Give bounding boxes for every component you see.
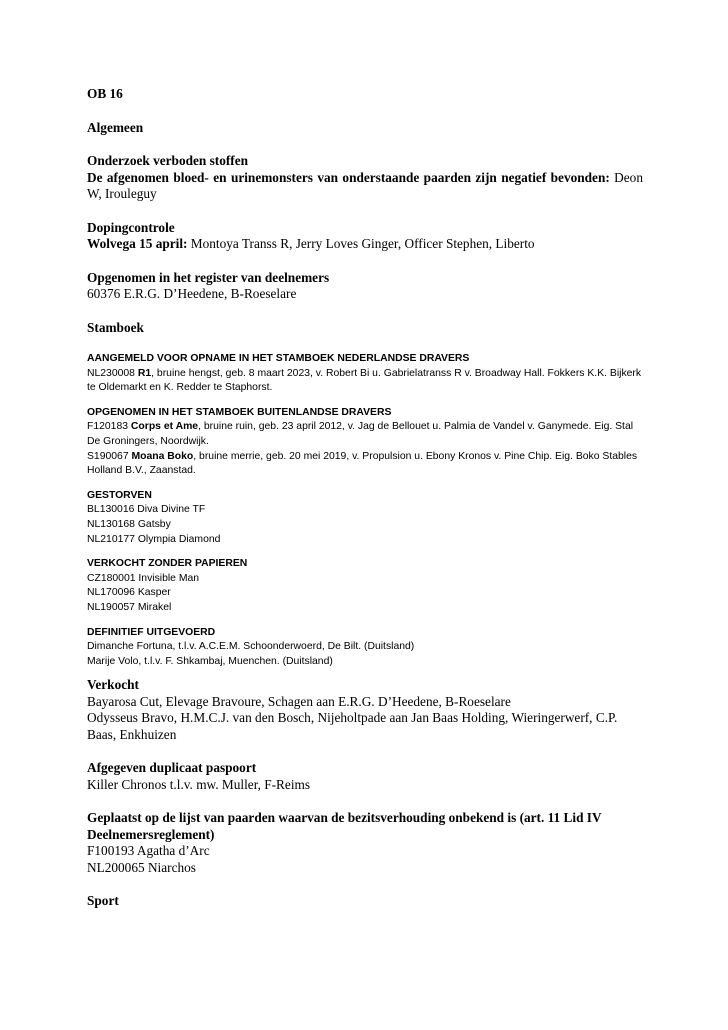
section-sport: Sport <box>87 893 119 909</box>
list-item: Bayarosa Cut, Elevage Bravoure, Schagen aan E.R.G. D’Heedene, B-Roeselare <box>87 693 511 709</box>
buitenlandse-entry <box>87 420 643 449</box>
buitenlandse-entry <box>87 450 643 479</box>
document-page <box>87 86 643 910</box>
list-item: NL210177 Olympia Diamond <box>87 533 221 545</box>
register-line: 60376 E.R.G. D’Heedene, B-Roeselare <box>87 286 297 301</box>
gestorven-heading: GESTORVEN <box>87 489 152 501</box>
onderzoek-text <box>87 170 643 203</box>
aangemeld-rest: , bruine hengst, geb. 8 maart 2023, v. Robert Bi u. Gabrielatranss R v. Broadway Hall. Fokkers K.K. Bijkerk te Oldemarkt en K. Redder te Staphorst. <box>87 367 642 394</box>
doping-text <box>87 236 643 253</box>
list-item: NL170096 Kasper <box>87 587 171 599</box>
list-item: Dimanche Fortuna, t.l.v. A.C.E.M. Schoonderwoerd, De Bilt. (Duitsland) <box>87 641 415 653</box>
stamboek-buitenlandse <box>87 406 643 479</box>
list-item: NL190057 Mirakel <box>87 601 172 613</box>
entry-rest: , bruine merrie, geb. 20 mei 2019, v. Propulsion u. Ebony Kronos v. Pine Chip. Eig. Boko Stables Holland B.V., Zaanstad. <box>87 450 638 477</box>
section-doping <box>87 220 643 253</box>
section-lijst <box>87 810 643 876</box>
lijst-heading: Geplaatst op de lijst van paarden waarvan de bezitsverhouding onbekend is (art. 11 Lid IV Deelnemersreglement) <box>87 810 602 842</box>
section-stamboek: Stamboek <box>87 319 144 335</box>
section-duplicaat <box>87 760 643 793</box>
stamboek-aangemeld <box>87 352 643 396</box>
section-register <box>87 270 643 303</box>
list-item: F100193 Agatha d’Arc <box>87 843 210 859</box>
stamboek-gestorven <box>87 489 643 547</box>
onderzoek-rest: Deon W, Irouleguy <box>87 169 643 201</box>
doping-rest: Montoya Transs R, Jerry Loves Ginger, Officer Stephen, Liberto <box>187 236 535 251</box>
onderzoek-lead: De afgenomen bloed- en urinemonsters van onderstaande paarden zijn negatief bevonden: <box>87 169 610 185</box>
entry-id: S190067 <box>87 450 129 462</box>
entry-name: Moana Boko <box>131 450 194 462</box>
doping-heading: Dopingcontrole <box>87 219 175 235</box>
list-item: Odysseus Bravo, H.M.C.J. van den Bosch, Nijeholtpade aan Jan Baas Holding, Wieringerwerf, C.P. Baas, Enkhuizen <box>87 710 618 742</box>
list-item: NL130168 Gatsby <box>87 518 171 530</box>
buitenlandse-heading: OPGENOMEN IN HET STAMBOEK BUITENLANDSE DRAVERS <box>87 406 392 418</box>
list-item: Marije Volo, t.l.v. F. Shkambaj, Muenchen. (Duitsland) <box>87 655 333 667</box>
duplicaat-line: Killer Chronos t.l.v. mw. Muller, F-Reims <box>87 776 311 792</box>
duplicaat-heading: Afgegeven duplicaat paspoort <box>87 760 257 776</box>
stamboek-definitief <box>87 626 643 670</box>
doping-lead: Wolvega 15 april: <box>87 236 188 251</box>
doc-title: OB 16 <box>87 86 123 101</box>
onderzoek-heading: Onderzoek verboden stoffen <box>87 153 249 168</box>
section-algemeen: Algemeen <box>87 119 144 135</box>
aangemeld-entry <box>87 367 643 396</box>
stamboek-verkocht-zonder <box>87 557 643 615</box>
definitief-heading: DEFINITIEF UITGEVOERD <box>87 626 216 638</box>
aangemeld-name: R1 <box>137 367 152 379</box>
register-heading: Opgenomen in het register van deelnemers <box>87 269 330 285</box>
entry-id: F120183 <box>87 421 129 433</box>
list-item: CZ180001 Invisible Man <box>87 572 200 584</box>
section-verkocht <box>87 677 643 743</box>
aangemeld-id: NL230008 <box>87 367 135 379</box>
verkocht-heading: Verkocht <box>87 677 139 693</box>
list-item: NL200065 Niarchos <box>87 859 196 875</box>
verkocht-zonder-heading: VERKOCHT ZONDER PAPIEREN <box>87 558 248 570</box>
list-item: BL130016 Diva Divine TF <box>87 504 206 516</box>
section-onderzoek <box>87 153 643 203</box>
entry-name: Corps et Ame <box>130 421 199 433</box>
aangemeld-heading: AANGEMELD VOOR OPNAME IN HET STAMBOEK NEDERLANDSE DRAVERS <box>87 353 470 364</box>
entry-rest: , bruine ruin, geb. 23 april 2012, v. Jag de Bellouet u. Palmia de Vandel v. Ganymede. Eig. Stal De Groningers, Noordwijk. <box>87 421 634 447</box>
